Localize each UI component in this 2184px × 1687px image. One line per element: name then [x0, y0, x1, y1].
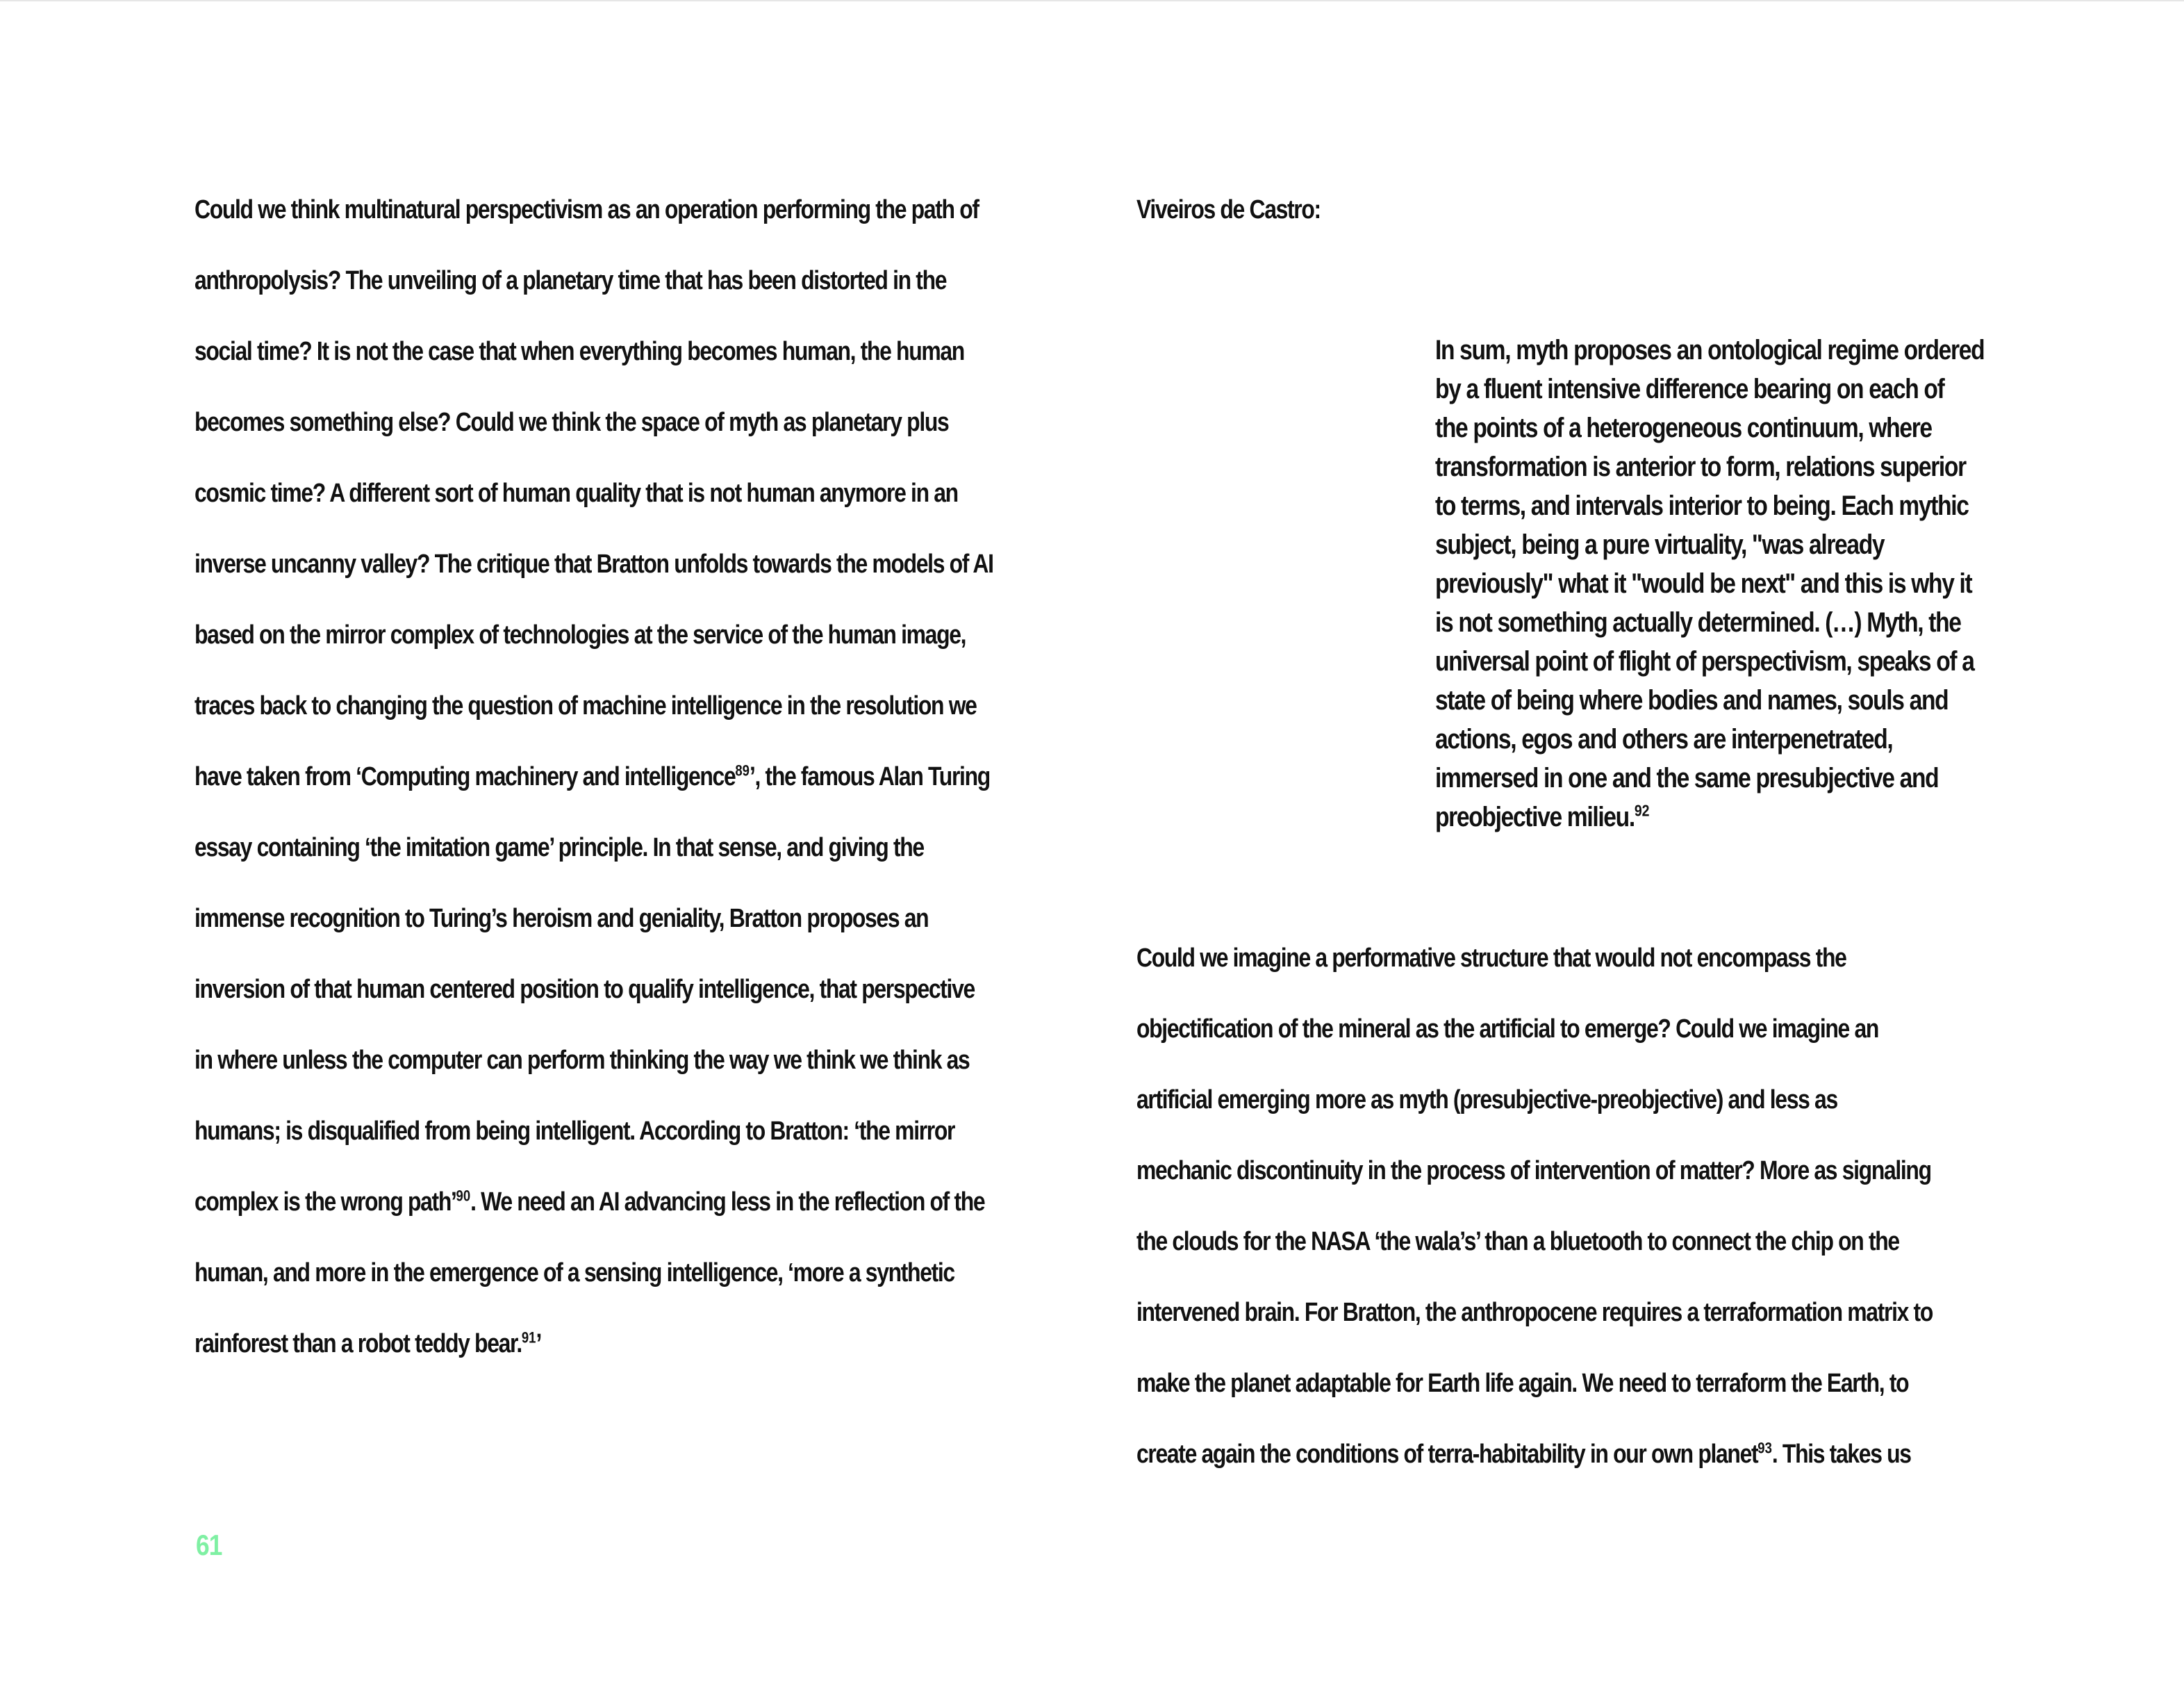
footnote-ref-91: 91	[521, 1328, 536, 1347]
quote-line: immersed in one and the same presubjective and	[1435, 763, 1939, 793]
quote-line: the points of a heterogeneous continuum, where	[1435, 413, 1932, 443]
text-line: anthropolysis? The unveiling of a planetary time that has been distorted in the	[195, 266, 947, 295]
line-text: complex is the wrong path’	[195, 1187, 456, 1217]
footnote-ref-90: 90	[456, 1187, 471, 1205]
text-line	[195, 1167, 993, 1237]
text-line: make the planet adaptable for Earth life again. We need to terraform the Earth, to	[1136, 1369, 1909, 1398]
text-line: human, and more in the emergence of a sensing intelligence, ‘more a synthetic	[195, 1258, 954, 1287]
quote-intro	[1136, 174, 1321, 245]
text-line: mechanic discontinuity in the process of intervention of matter? More as signaling	[1136, 1156, 1931, 1185]
left-column-text	[195, 174, 993, 1379]
text-line	[195, 1308, 993, 1379]
text-line: intervened brain. For Bratton, the anthropocene requires a terraformation matrix to	[1136, 1298, 1933, 1327]
right-column-text	[1136, 923, 1933, 1490]
page-number: 61	[196, 1529, 222, 1561]
text-line: immense recognition to Turing’s heroism and geniality, Bratton proposes an	[195, 904, 929, 933]
text-line: essay containing ‘the imitation game’ principle. In that sense, and giving the	[195, 833, 924, 862]
line-text: create again the conditions of terra-habitability in our own planet	[1136, 1440, 1758, 1469]
line-text: rainforest than a robot teddy bear.	[195, 1329, 522, 1358]
text-line: cosmic time? A different sort of human quality that is not human anymore in an	[195, 479, 958, 508]
text-line: Could we imagine a performative structure that would not encompass the	[1136, 944, 1846, 973]
text-line: objectification of the mineral as the artificial to emerge? Could we imagine an	[1136, 1014, 1879, 1044]
text-line: Viveiros de Castro:	[1136, 195, 1321, 224]
text-line: humans; is disqualified from being intelligent. According to Bratton: ‘the mirror	[195, 1117, 955, 1146]
quote-line: is not something actually determined. (…) Myth, the	[1435, 607, 1961, 638]
text-line: artificial emerging more as myth (presubjective-preobjective) and less as	[1136, 1085, 1837, 1114]
quote-line	[1435, 798, 1984, 837]
top-rule	[0, 0, 2184, 1]
text-line: becomes something else? Could we think the space of myth as planetary plus	[195, 408, 949, 437]
footnote-ref-92: 92	[1634, 801, 1650, 820]
text-line	[195, 741, 993, 812]
text-line: traces back to changing the question of machine intelligence in the resolution we	[195, 691, 977, 721]
line-text: have taken from ‘Computing machinery and intelligence	[195, 762, 736, 791]
line-text: ’	[536, 1329, 541, 1358]
line-text: ’, the famous Alan Turing	[749, 762, 990, 791]
text-line: Could we think multinatural perspectivism as an operation performing the path of	[195, 195, 979, 224]
quote-line: previously" what it "would be next" and this is why it	[1435, 568, 1972, 599]
line-text: preobjective milieu.	[1435, 802, 1635, 832]
quote-line: to terms, and intervals interior to being. Each mythic	[1435, 491, 1969, 521]
quote-line: subject, being a pure virtuality, "was already	[1435, 529, 1885, 560]
quote-line: In sum, myth proposes an ontological regime ordered	[1435, 335, 1985, 365]
quote-line: actions, egos and others are interpenetrated,	[1435, 724, 1893, 755]
line-text: . We need an AI advancing less in the reflection of the	[470, 1187, 985, 1217]
text-line: inverse uncanny valley? The critique that Bratton unfolds towards the models of AI	[195, 550, 993, 579]
quote-line: state of being where bodies and names, souls and	[1435, 685, 1949, 716]
text-line: social time? It is not the case that when everything becomes human, the human	[195, 337, 964, 366]
text-line: inversion of that human centered position to qualify intelligence, that perspective	[195, 975, 975, 1004]
footnote-ref-89: 89	[735, 762, 750, 780]
line-text: . This takes us	[1771, 1440, 1911, 1469]
quote-line: by a fluent intensive difference bearing on each of	[1435, 374, 1944, 404]
quote-line: transformation is anterior to form, relations superior	[1435, 452, 1966, 482]
text-line: in where unless the computer can perform thinking the way we think we think as	[195, 1046, 970, 1075]
block-quote	[1435, 331, 1984, 837]
text-line	[1136, 1419, 1933, 1490]
text-line: the clouds for the NASA ‘the wala’s’ than a bluetooth to connect the chip on the	[1136, 1227, 1899, 1256]
footnote-ref-93: 93	[1757, 1439, 1772, 1457]
text-line: based on the mirror complex of technologies at the service of the human image,	[195, 620, 966, 650]
quote-line: universal point of flight of perspectivism, speaks of a	[1435, 646, 1974, 677]
